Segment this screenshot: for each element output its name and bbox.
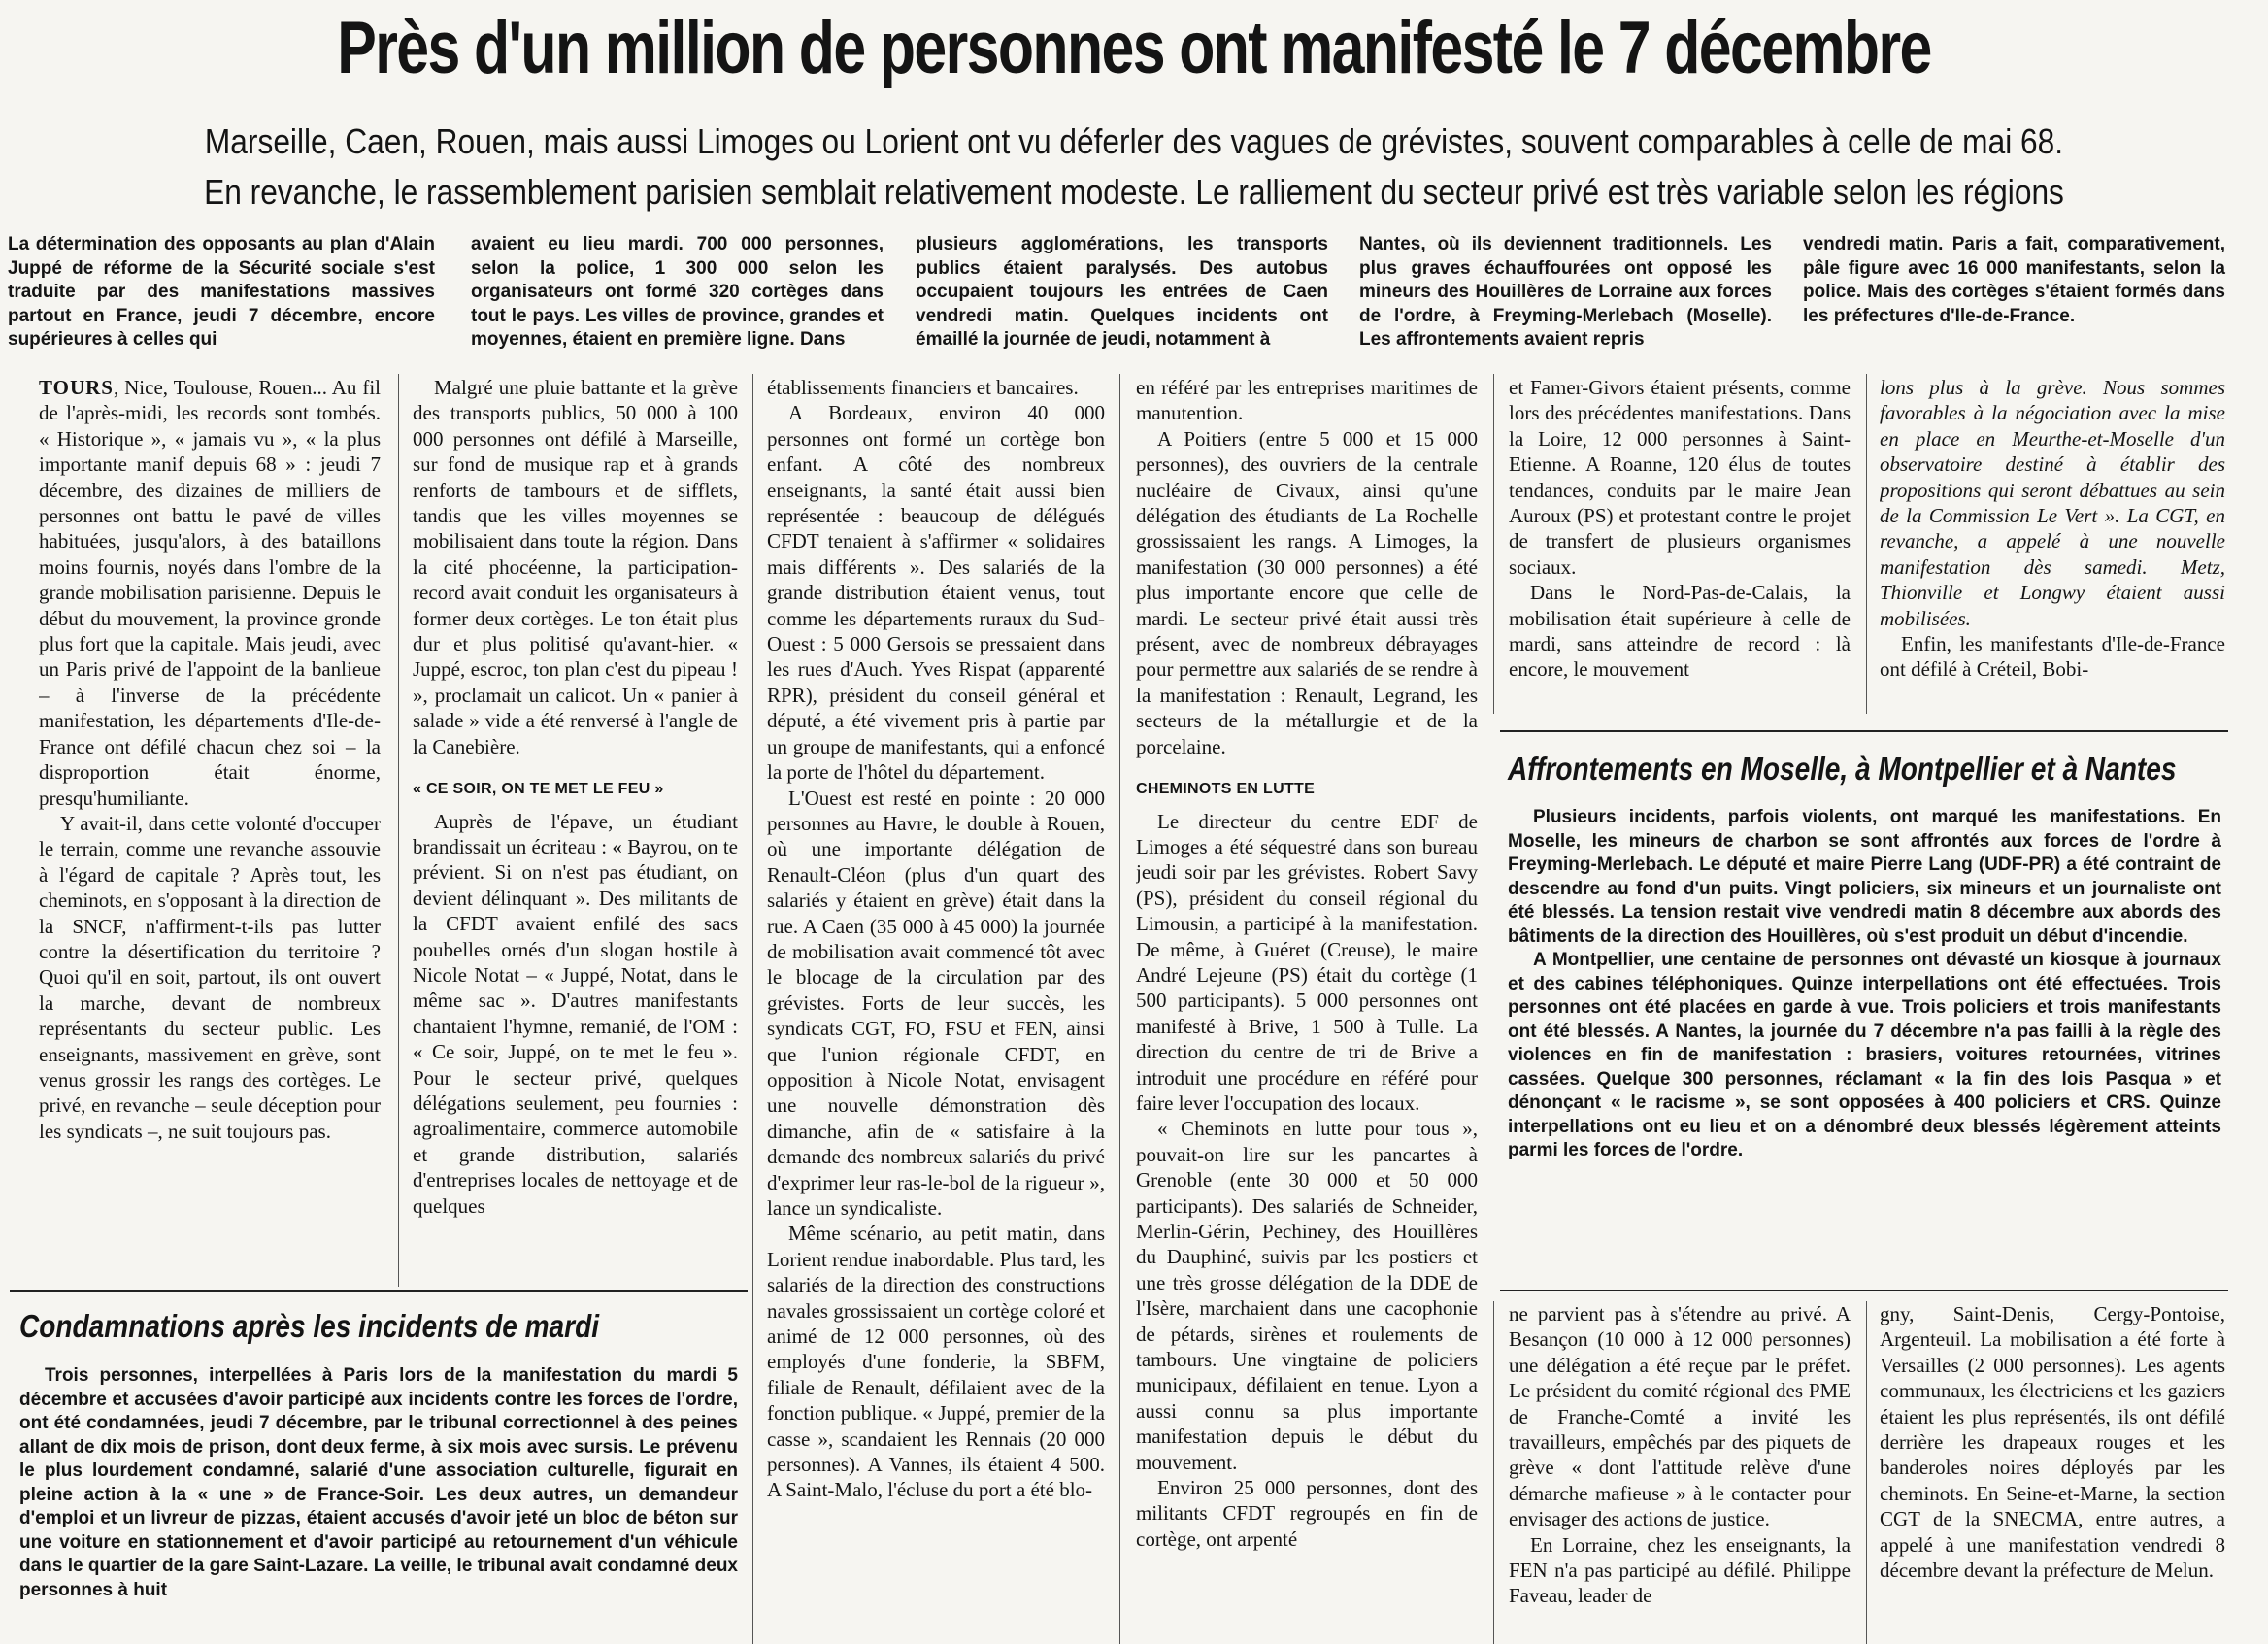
- column-rule: [752, 374, 753, 1644]
- body-column-1: [39, 375, 381, 1274]
- paragraph: Trois personnes, interpellées à Paris lors de la manifestation du mardi 5 décembre et accusées d'avoir participé aux incidents contre les forces de l'ordre, ont été condamnées, jeudi 7 décembre, par le tribunal correctionnel à des peines allant de dix mois de prison, dont deux ferme, à six mois avec sursis. Le prévenu le plus lourdement condamné, salarié d'une association culturelle, figurait en pleine action à la « une » de France-Soir. Les deux autres, un demandeur d'emploi et un livreur de pizzas, étaient accusés d'avoir jeté un bloc de béton sur une voiture en stationnement et d'avoir participé au retournement d'un véhicule dans le quartier de la gare Saint-Lazare. La veille, le tribunal avait condamné deux personnes à huit: [19, 1365, 738, 1600]
- subheadline-line-2: En revanche, le rassemblement parisien semblait relativement modeste. Le ralliement du secteur privé est très variable selon les régions: [204, 172, 2064, 212]
- subheading: « CE SOIR, ON TE MET LE FEU »: [413, 781, 664, 798]
- paragraph: A Montpellier, une centaine de personnes ont dévasté un kiosque à journaux et des cabines téléphoniques. Quinze interpellations ont été effectuées. Trois personnes ont été placées en garde à vue. Trois policiers et trois manifestants ont été blessés. A Nantes, la journée du 7 décembre n'a pas failli à la règle des violences en fin de manifestation : brasiers, voitures retournées, vitrines cassées. Quelque 300 personnes, réclamant « la fin des lois Pasqua » et dénonçant « le racisme », se sont opposées à 400 policiers et CRS. Quinze interpellations ont eu lieu et on a dénombré deux blessés légèrement atteints parmi les forces de l'ordre.: [1508, 950, 2221, 1160]
- paragraph: Même scénario, au petit matin, dans Lorient rendue inabordable. Plus tard, les salariés de la direction des constructions navales grossissaient un cortège coloré et animé de 12 000 personnes, où des employés d'une fonderie, la SBFM, filiale de Renault, défilaient avec de la fonction publique. « Juppé, premier de la casse », scandaient les Rennais (20 000 personnes). A Vannes, ils étaient 4 500. A Saint-Malo, l'écluse du port a été blo-: [767, 1222, 1105, 1502]
- subheading: CHEMINOTS EN LUTTE: [1136, 781, 1316, 798]
- paragraph: A Poitiers (entre 5 000 et 15 000 personnes), des ouvriers de la centrale nucléaire de Civaux, ainsi qu'une délégation des étudiants de La Rochelle grossissaient les rangs. A Limoges, la manifestation (30 000 personnes) a été plus importante encore que celle de mardi. Le secteur privé était aussi très présent, avec de nombreux débrayages pour permettre aux salariés de se rendre à la manifestation : Renault, Legrand, les secteurs de la métallurgie et de la porcelaine.: [1136, 426, 1478, 758]
- lead-column-2: avaient eu lieu mardi. 700 000 personnes, selon la police, 1 300 000 selon les organisateurs ont formé 320 cortèges dans tout le pays. Les villes de province, grandes et moyennes, étaient en première ligne. Dans: [471, 234, 884, 350]
- box-moselle-title: Affrontements en Moselle, à Montpellier et à Nantes: [1508, 751, 2177, 787]
- box-top-rule: [10, 1290, 748, 1292]
- subheadline: [136, 117, 2132, 218]
- box-condamnations-text: [19, 1364, 738, 1644]
- paragraph: Le directeur du centre EDF de Limoges a été séquestré dans son bureau jeudi soir par les grévistes. Robert Savy (PS), président du conseil régional du Limousin, a participé à la manifestation. De même, à Guéret (Creuse), le maire André Lejeune (PS) était du cortège (1 500 participants). 5 000 personnes ont manifesté à Brive, 1 500 à Tulle. La direction du centre de tri de Brive a introduit une procédure en référé pour faire lever l'occupation des locaux.: [1136, 809, 1478, 1115]
- paragraph: Plusieurs incidents, parfois violents, ont marqué les manifestations. En Moselle, les mineurs de charbon se sont affrontés aux forces de l'ordre à Freyming-Merlebach. Le député et maire Pierre Lang (UDF-PR) a été contraint de descendre au fond d'un puits. Vingt policiers, six mineurs et un journaliste ont été blessés. La tension restait vive vendredi matin 8 décembre aux abords des bâtiments de la direction des Houillères, où s'est produit un début d'incendie.: [1508, 807, 2221, 947]
- paragraph: Y avait-il, dans cette volonté d'occuper le terrain, comme une revanche assouvie à l'égard de capitale ? Après tout, les cheminots, en s'opposant à la direction de la SNCF, n'affirment-t-ils pas lutter contre la désertification du territoire ? Quoi qu'il en soit, partout, ils ont ouvert la marche, devant de nombreux représentants du secteur public. Les enseignants, massivement en grève, sont venus grossir les rangs des cortèges. Le privé, en revanche – seule déception pour les syndicats –, ne suit toujours pas.: [39, 811, 381, 1143]
- column-rule: [1866, 1301, 1867, 1644]
- column-rule: [1493, 374, 1494, 714]
- lead-column-3: plusieurs agglomérations, les transports publics étaient paralysés. Des autobus occupaient toujours les entrées de Caen vendredi matin. Quelques incidents ont émaillé la journée de jeudi, notamment à: [916, 234, 1328, 350]
- column-rule: [1493, 1301, 1494, 1644]
- subheadline-line-1: Marseille, Caen, Rouen, mais aussi Limoges ou Lorient ont vu déferler des vagues de grévistes, souvent comparables à celle de mai 68.: [204, 121, 2064, 161]
- column-rule: [1119, 374, 1120, 1644]
- lead-column-1: La détermination des opposants au plan d'Alain Juppé de réforme de la Sécurité sociale s'est traduite par des manifestations massives partout en France, jeudi 7 décembre, encore supérieures à celles qui: [8, 234, 435, 350]
- lead-column-4: Nantes, où ils deviennent traditionnels. Les plus graves échauffourées ont opposé les mineurs des Houillères de Lorraine aux forces de l'ordre, à Freyming-Merlebach (Moselle). Les affrontements avaient repris: [1359, 234, 1772, 350]
- body-column-2: [413, 375, 738, 1274]
- paragraph: ne parvient pas à s'étendre au privé. A Besançon (10 000 à 12 000 personnes) une délégation a été reçue par le préfet. Le président du comité régional des PME de Franche-Comté a invité les travailleurs, empêchés par des piquets de grève « dont l'attitude relève d'une démarche mafieuse » à le contacter pour envisager des actions de justice.: [1509, 1302, 1851, 1531]
- column-rule: [1866, 374, 1867, 714]
- paragraph: A Bordeaux, environ 40 000 personnes ont formé un cortège bon enfant. A côté des nombreux enseignants, la santé était aussi bien représentée : beaucoup de délégués CFDT tenaient à s'affirmer « solidaires mais différents ». Des salariés de la grande distribution étaient venus, tout comme les départements ruraux du Sud-Ouest : 5 000 Gersois se pressaient dans les rues d'Auch. Yves Rispat (apparenté RPR), président du conseil général et député, a été vivement pris à partie par un groupe de manifestants, qui a enfoncé la porte de l'hôtel du département.: [767, 401, 1105, 785]
- paragraph: En Lorraine, chez les enseignants, la FEN n'a pas participé au défilé. Philippe Faveau, leader de: [1509, 1532, 1851, 1608]
- body-column-5-bottom: [1509, 1301, 1851, 1643]
- lead-column-5: vendredi matin. Paris a fait, comparativement, pâle figure avec 16 000 manifestants, selon la police. Mais des cortèges s'étaient formés dans les préfectures d'Ile-de-France.: [1803, 234, 2225, 326]
- dropcap-word: TOURS: [39, 376, 114, 399]
- headline: Près d'un million de personnes ont manifesté le 7 décembre: [337, 7, 1931, 89]
- paragraph: lons plus à la grève. Nous sommes favorables à la négociation avec la mise en place en Meurthe-et-Moselle d'un observatoire destiné à établir des propositions qui seront débattues au sein de la Commission Le Vert ». La CGT, en revanche, a appelé à une nouvelle manifestation dès samedi. Metz, Thionville et Longwy étaient aussi mobilisées.: [1880, 376, 2225, 630]
- box-condamnations-title: Condamnations après les incidents de mardi: [19, 1308, 600, 1344]
- body-column-6-bottom: [1880, 1301, 2225, 1643]
- box-top-rule: [1500, 730, 2228, 732]
- box-bottom-rule: [1500, 1290, 2228, 1291]
- paragraph: gny, Saint-Denis, Cergy-Pontoise, Argenteuil. La mobilisation a été forte à Versailles (2 000 personnes). Les agents communaux, les électriciens et les gaziers étaient les plus représentés, ils ont défilé derrière les drapeaux rouges et les banderoles noires déployés par les cheminots. En Seine-et-Marne, la section CGT de la SNECMA, entre autres, a appelé à une manifestation vendredi 8 décembre devant la préfecture de Melun.: [1880, 1302, 2225, 1583]
- paragraph: [39, 375, 381, 811]
- paragraph: Environ 25 000 personnes, dont des militants CFDT regroupés en fin de cortège, ont arpenté: [1136, 1476, 1478, 1551]
- column-rule: [398, 374, 399, 1287]
- paragraph: Auprès de l'épave, un étudiant brandissait un écriteau : « Bayrou, on te prévient. Si on n'est pas étudiant, on devient délinquant ». Des militants de la CFDT avaient enfilé des sacs poubelles ornés d'un slogan hostile à Nicole Notat – « Juppé, Notat, dans le même sac ». D'autres manifestants chantaient l'hymne, remanié, de l'OM : « Ce soir, Juppé, on te met le feu ». Pour le secteur privé, quelques délégations seulement, peu fournies : agroalimentaire, commerce automobile et grande distribution, salariés d'entreprises locales de nettoyage et de quelques: [413, 809, 738, 1218]
- paragraph: Enfin, les manifestants d'Ile-de-France ont défilé à Créteil, Bobi-: [1880, 632, 2225, 682]
- box-moselle-text: [1508, 806, 2221, 1287]
- body-column-6-top: [1880, 375, 2225, 713]
- paragraph: en référé par les entreprises maritimes de manutention.: [1136, 376, 1478, 425]
- body-column-3: [767, 375, 1105, 1642]
- paragraph: Dans le Nord-Pas-de-Calais, la mobilisation était supérieure à celle de mardi, sans atteindre de record : là encore, le mouvement: [1509, 581, 1851, 682]
- paragraph: établissements financiers et bancaires.: [767, 376, 1079, 399]
- body-column-4: [1136, 375, 1478, 1642]
- paragraph-text: , Nice, Toulouse, Rouen... Au fil de l'après-midi, les records sont tombés. « Historique », « jamais vu », « la plus importante manif depuis 68 » : jeudi 7 décembre, des dizaines de milliers de personnes ont battu le pavé de villes habituées, jusqu'alors, à des bataillons moins fournis, noyés dans l'ombre de la grande mobilisation parisienne. Depuis le début du mouvement, la province gronde plus fort que la capitale. Mais jeudi, avec un Paris privé de l'appoint de la banlieue – à l'inverse de la précédente manifestation, les départements d'Ile-de-France ont défilé chacun chez soi – la disproportion était énorme, presqu'humiliante.: [39, 376, 381, 810]
- paragraph: Malgré une pluie battante et la grève des transports publics, 50 000 à 100 000 personnes ont défilé à Marseille, sur fond de musique rap et à grands renforts de tambours et de sifflets, tandis que les villes moyennes se mobilisaient dans toute la région. Dans la cité phocéenne, la participation-record avait conduit les organisateurs à former deux cortèges. Le ton était plus dur et plus politisé qu'avant-hier. « Juppé, escroc, ton plan c'est du pipeau ! », proclamait un calicot. Un « panier à salade » vide a été renversé à l'angle de la Canebière.: [413, 376, 738, 758]
- paragraph: « Cheminots en lutte pour tous », pouvait-on lire sur les pancartes à Grenoble (ente 30 000 et 50 000 participants). Des salariés de Schneider, Merlin-Gérin, Pechiney, des Houillères du Dauphiné, suivis par les postiers et une très grosse délégation de la DDE de l'Isère, marchaient dans une cacophonie de pétards, sirènes et roulements de tambours. Une vingtaine de policiers municipaux, défilaient en tenue. Lyon a aussi connu sa plus importante manifestation depuis le début du mouvement.: [1136, 1117, 1478, 1474]
- body-column-5-top: [1509, 375, 1851, 713]
- paragraph: L'Ouest est resté en pointe : 20 000 personnes au Havre, le double à Rouen, où une importante délégation de Renault-Cléon (plus d'un quart des salariés y étaient en grève) était dans la rue. A Caen (35 000 à 45 000) la journée de mobilisation avait commencé tôt avec le blocage de la circulation par des grévistes. Forts de leur succès, les syndicats CGT, FO, FSU et FEN, ainsi que l'union régionale CFDT, en opposition à Nicole Notat, envisagent une nouvelle démonstration dès dimanche, afin de « satisfaire à la demande des nombreux salariés du privé d'exprimer leur ras-le-bol de la rigueur », lance un syndicaliste.: [767, 786, 1105, 1220]
- paragraph: et Famer-Givors étaient présents, comme lors des précédentes manifestations. Dans la Loire, 12 000 personnes à Saint-Etienne. A Roanne, 120 élus de toutes tendances, conduits par le maire Jean Auroux (PS) et protestant contre le projet de transfert de plusieurs organismes sociaux.: [1509, 376, 1851, 579]
